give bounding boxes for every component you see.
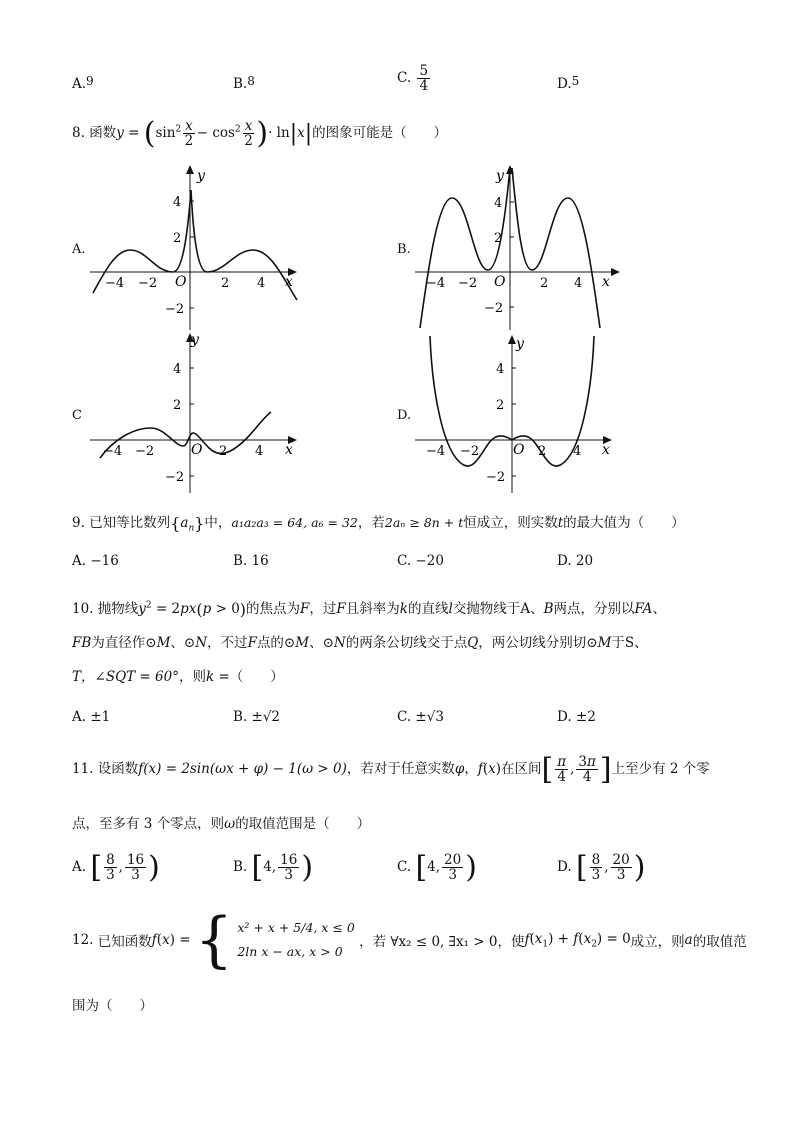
- q11-option-b[interactable]: B. [4, $\frac{16}{3}$ ): [233, 850, 314, 885]
- q9-option-c[interactable]: C. −20: [397, 553, 444, 569]
- svg-text:O: O: [494, 274, 506, 290]
- svg-text:−2: −2: [484, 301, 504, 316]
- q10-option-c[interactable]: C. ±√3: [397, 709, 444, 725]
- svg-text:4: 4: [173, 195, 182, 210]
- q10-option-b[interactable]: B. ±√2: [233, 709, 281, 725]
- svg-text:−4: −4: [105, 276, 125, 291]
- svg-text:−2: −2: [135, 444, 155, 459]
- svg-text:4: 4: [496, 362, 505, 377]
- q10-option-a[interactable]: A. ±1: [72, 709, 111, 725]
- svg-text:4: 4: [257, 276, 266, 291]
- svg-text:4: 4: [173, 362, 182, 377]
- svg-text:2: 2: [538, 444, 547, 459]
- q8-graph-a[interactable]: [85, 160, 315, 335]
- svg-text:y: y: [197, 168, 205, 184]
- svg-text:−2: −2: [165, 302, 185, 317]
- svg-text:x: x: [602, 442, 610, 458]
- svg-text:2: 2: [496, 398, 505, 413]
- svg-text:2: 2: [173, 398, 182, 413]
- svg-text:−4: −4: [426, 276, 446, 291]
- q8-graph-c-label: C: [72, 408, 82, 423]
- svg-text:2: 2: [494, 231, 503, 246]
- svg-text:x: x: [285, 442, 293, 458]
- q8-graph-a-label: A.: [72, 242, 86, 257]
- svg-text:O: O: [191, 442, 203, 458]
- q12-line-2: 围为（ ）: [72, 998, 153, 1014]
- svg-text:2: 2: [219, 444, 228, 459]
- q11-option-d[interactable]: D. [ $\frac{8}{3}$ , $\frac{20}{3}$ ): [557, 850, 646, 885]
- svg-text:4: 4: [494, 196, 503, 211]
- svg-text:y: y: [496, 168, 504, 184]
- q11-option-c[interactable]: C. [4, $\frac{20}{3}$ ): [397, 850, 477, 885]
- svg-text:O: O: [175, 274, 187, 290]
- svg-text:2: 2: [540, 276, 549, 291]
- svg-text:4: 4: [574, 276, 583, 291]
- q8-graph-b[interactable]: [410, 160, 640, 335]
- q11-line-1: 11. 设函数f(x) = 2sin(ωx + φ) − 1(ω > 0)，若对于任意实数φ，f(x)在区间[ $\frac{\pi}{4}$ , $\frac{3\pi}{4}$ ]上至少有 2 个零: [72, 752, 710, 787]
- svg-text:−2: −2: [458, 276, 478, 291]
- svg-text:2: 2: [221, 276, 230, 291]
- q7-option-a[interactable]: A.9: [72, 74, 94, 92]
- q8-graph-c[interactable]: [85, 328, 315, 498]
- q8-stem: 8. 函数$y = (\sin^2$ $\frac{x}{2}$ − $\cos^2$ $\frac{x}{2}$ )· ln|x|的图象可能是（ ）: [72, 116, 448, 151]
- svg-text:−4: −4: [103, 444, 123, 459]
- q11-line-2: 点，至多有 3 个零点，则ω的取值范围是（ ）: [72, 816, 371, 832]
- q9-option-b[interactable]: B. 16: [233, 553, 269, 569]
- svg-text:x: x: [602, 274, 610, 290]
- svg-text:2: 2: [173, 231, 182, 246]
- q11-option-a[interactable]: A. [ $\frac{8}{3}$ , $\frac{16}{3}$ ): [72, 850, 160, 885]
- q9-option-a[interactable]: A. −16: [72, 553, 119, 569]
- svg-text:−2: −2: [460, 444, 480, 459]
- q12-line-1: 12. 已知函数f(x) = { x² + x + 5/4, x ≤ 0 2ln x − ax, x > 0 ，若 ∀x₂ ≤ 0, ∃x₁ > 0，使$f(x_1) + f(x_2) = 0$成立，则a的取值范: [72, 905, 747, 975]
- q7-option-c[interactable]: C. $\frac{5}{4}$: [397, 63, 429, 95]
- q10-line-3: T，∠SQT = 60°，则k =（ ）: [72, 669, 284, 685]
- q7-option-c-fraction: $\frac{5}{4}$: [419, 63, 429, 95]
- q8-graph-d-label: D.: [397, 408, 412, 423]
- q12-piecewise: x² + x + 5/4, x ≤ 0 2ln x − ax, x > 0: [237, 920, 355, 959]
- svg-text:O: O: [513, 442, 525, 458]
- svg-text:4: 4: [255, 444, 264, 459]
- svg-text:−2: −2: [165, 470, 185, 485]
- q10-line-2: FB为直径作⊙M、⊙N，不过F点的⊙M、⊙N的两条公切线交于点Q，两公切线分别切⊙M于S、: [72, 635, 648, 651]
- q7-option-b[interactable]: B.8: [233, 74, 255, 92]
- svg-text:−2: −2: [486, 470, 506, 485]
- svg-text:y: y: [191, 332, 199, 348]
- svg-text:4: 4: [573, 444, 582, 459]
- q7-option-d[interactable]: D.5: [557, 74, 580, 92]
- svg-text:x: x: [285, 274, 293, 290]
- q8-graph-b-label: B.: [397, 242, 411, 257]
- q9-option-d[interactable]: D. 20: [557, 553, 594, 569]
- svg-text:y: y: [516, 336, 524, 352]
- q9-stem: 9. 已知等比数列$\{a_n\}$中，a₁a₂a₃ = 64, a₆ = 32，若2aₙ ≥ 8n + t恒成立，则实数t的最大值为（ ）: [72, 514, 685, 534]
- svg-text:−4: −4: [426, 444, 446, 459]
- svg-text:−2: −2: [138, 276, 158, 291]
- q10-line-1: 10. 抛物线$y^2 = 2px(p > 0)$的焦点为F，过F且斜率为k的直线l交抛物线于A、B两点，分别以FA、: [72, 600, 666, 619]
- q8-graph-d[interactable]: [410, 328, 640, 498]
- q10-option-d[interactable]: D. ±2: [557, 709, 596, 725]
